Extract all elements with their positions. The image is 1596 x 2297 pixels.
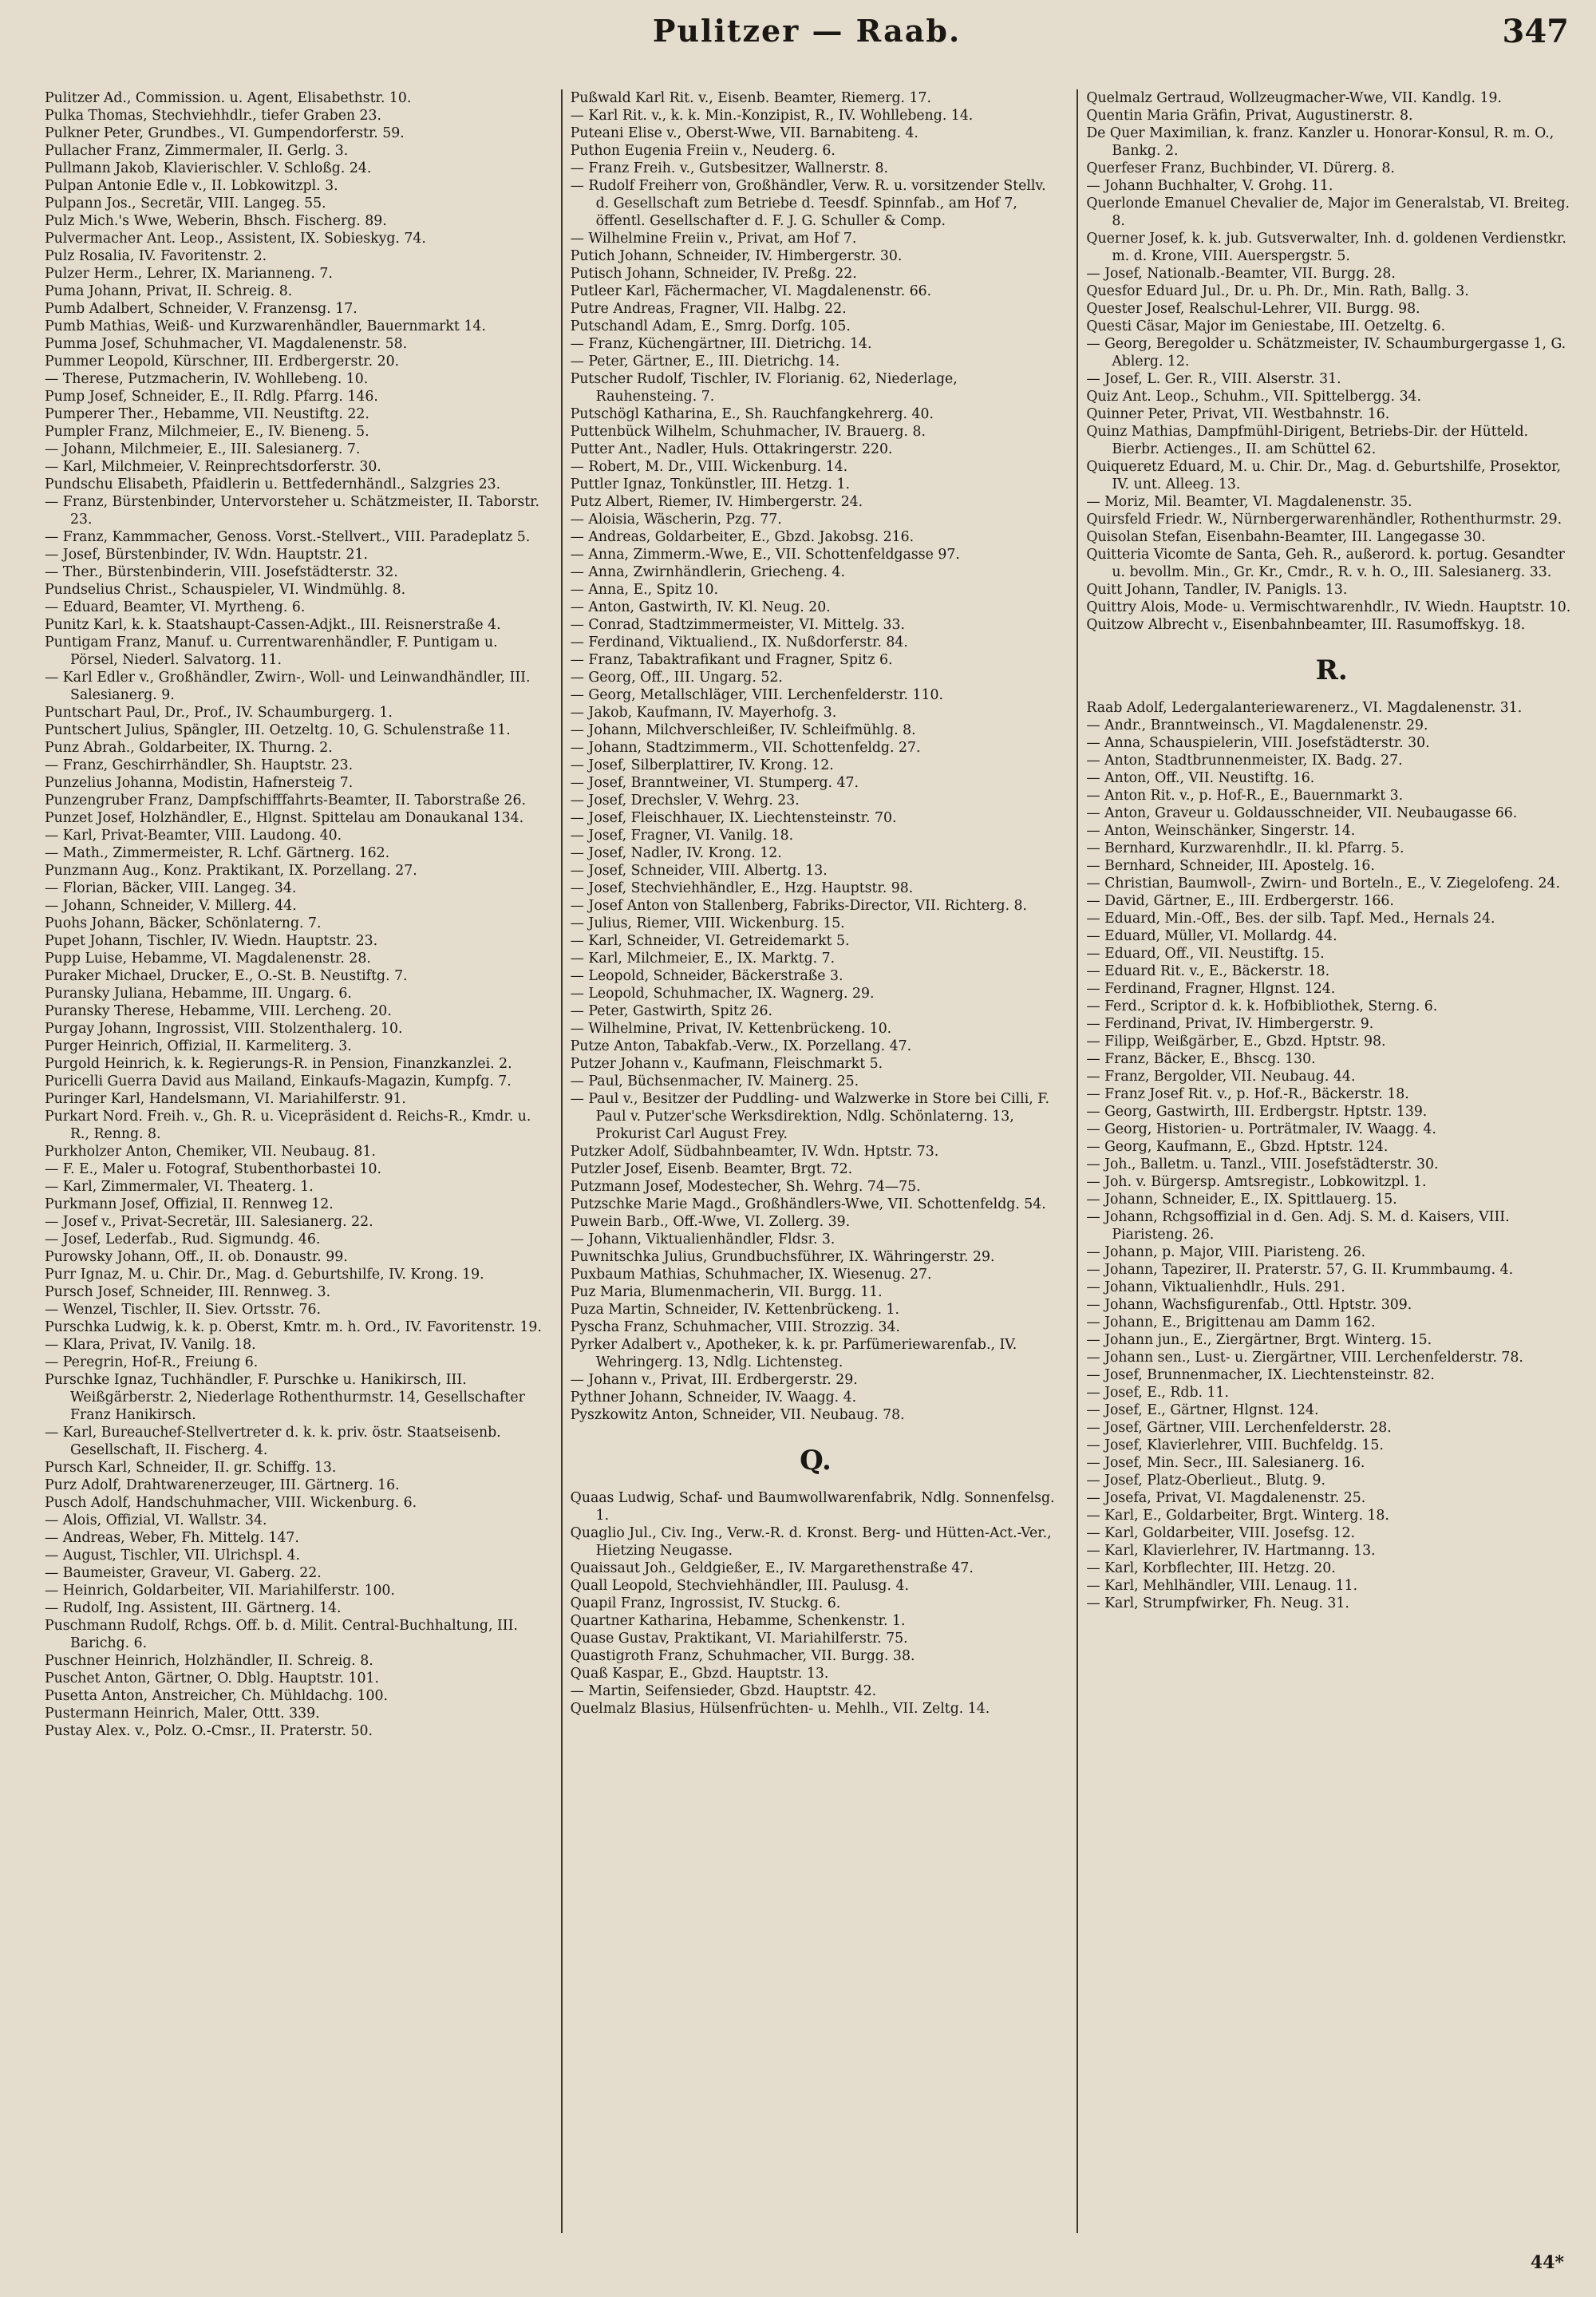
directory-entry: Pundschu Elisabeth, Pfaidlerin u. Bettfedernhändl., Salzgries 23. — [45, 476, 501, 492]
directory-entry: — Eduard, Müller, VI. Mollardg. 44. — [1086, 928, 1337, 944]
directory-entry: — Josef, Schneider, VIII. Albertg. 13. — [570, 863, 828, 879]
directory-entry: — Franz, Bäcker, E., Bhscg. 130. — [1086, 1051, 1316, 1067]
directory-entry: — Eduard, Beamter, VI. Myrtheng. 6. — [45, 599, 306, 615]
directory-entry: — Josef, Silberplattirer, IV. Krong. 12. — [570, 757, 834, 773]
directory-entry: Punz Abrah., Goldarbeiter, IX. Thurng. 2. — [45, 740, 333, 756]
directory-entry: Puz Maria, Blumenmacherin, VII. Burgg. 11. — [570, 1284, 883, 1300]
directory-entry: Pursch Josef, Schneider, III. Rennweg. 3. — [45, 1284, 331, 1300]
directory-entry: — Josef, E., Gärtner, Hlgnst. 124. — [1086, 1402, 1319, 1418]
directory-entry: — Georg, Off., III. Ungarg. 52. — [570, 670, 783, 686]
directory-entry: Pupet Johann, Tischler, IV. Wiedn. Hauptstr. 23. — [45, 933, 378, 949]
directory-entry: Pump Josef, Schneider, E., II. Rdlg. Pfarrg. 146. — [45, 389, 378, 405]
directory-entry: Pumb Mathias, Weiß- und Kurzwarenhändler, Bauernmarkt 14. — [45, 318, 486, 334]
directory-entry: Punzet Josef, Holzhändler, E., Hlgnst. Spittelau am Donaukanal 134. — [45, 810, 524, 826]
directory-entry: — Johann, Schneider, V. Millerg. 44. — [45, 898, 297, 914]
directory-entry: Purz Adolf, Drahtwarenerzeuger, III. Gärtnerg. 16. — [45, 1477, 400, 1493]
directory-entry: Puntigam Franz, Manuf. u. Currentwarenhändler, F. Puntigam u. Pörsel, Niederl. Salvatorg. 11. — [45, 635, 498, 668]
directory-entry: Puxbaum Mathias, Schuhmacher, IX. Wiesenug. 27. — [570, 1267, 932, 1283]
column-middle — [561, 89, 1061, 2233]
directory-entry: — Anton Rit. v., p. Hof-R., E., Bauernmarkt 3. — [1086, 788, 1404, 804]
directory-entry: — Ferd., Scriptor d. k. k. Hofbibliothek, Sterng. 6. — [1086, 998, 1438, 1014]
directory-entry: — Andreas, Goldarbeiter, E., Gbzd. Jakobsg. 216. — [570, 529, 915, 545]
directory-entry: Pulvermacher Ant. Leop., Assistent, IX. Sobieskyg. 74. — [45, 231, 426, 247]
page-header — [45, 8, 1569, 64]
directory-entry: Pyrker Adalbert v., Apotheker, k. k. pr. Parfümeriewarenfab., IV. Wehringerg. 13, Ndlg. Lichtensteg. — [570, 1337, 1017, 1370]
directory-entry: — Anna, Schauspielerin, VIII. Josefstädterstr. 30. — [1086, 735, 1430, 751]
directory-entry: Quentin Maria Gräfin, Privat, Augustinerstr. 8. — [1086, 108, 1413, 124]
directory-entry: — Josefa, Privat, VI. Magdalenenstr. 25. — [1086, 1490, 1366, 1506]
directory-entry: Quinner Peter, Privat, VII. Westbahnstr. 16. — [1086, 406, 1390, 422]
directory-entry: Punzmann Aug., Konz. Praktikant, IX. Porzellang. 27. — [45, 863, 417, 879]
directory-entry: — Franz, Geschirrhändler, Sh. Hauptstr. 23. — [45, 757, 354, 773]
directory-entry: Pumpler Franz, Milchmeier, E., IV. Bieneng. 5. — [45, 424, 369, 440]
directory-entry: — Karl, Korbflechter, III. Hetzg. 20. — [1086, 1560, 1336, 1576]
directory-entry: Quase Gustav, Praktikant, VI. Mariahilferstr. 75. — [570, 1631, 908, 1647]
directory-entry: Quittry Alois, Mode- u. Vermischtwarenhdlr., IV. Wiedn. Hauptstr. 10. — [1086, 599, 1571, 615]
directory-entry: — Joh. v. Bürgersp. Amtsregistr., Lobkowitzpl. 1. — [1086, 1174, 1427, 1190]
directory-entry: — Karl, Privat-Beamter, VIII. Laudong. 40. — [45, 828, 342, 844]
directory-entry: Quapil Franz, Ingrossist, IV. Stuckg. 6. — [570, 1595, 841, 1611]
directory-entry: — Josef, E., Rdb. 11. — [1086, 1385, 1229, 1401]
directory-entry: — Eduard Rit. v., E., Bäckerstr. 18. — [1086, 963, 1330, 979]
directory-entry: Puransky Therese, Hebamme, VIII. Lercheng. 20. — [45, 1003, 392, 1019]
directory-entry: — Josef, Brunnenmacher, IX. Liechtensteinstr. 82. — [1086, 1367, 1435, 1383]
directory-entry: Purkart Nord. Freih. v., Gh. R. u. Vicepräsident d. Reichs-R., Kmdr. u. R., Renng. 8. — [45, 1109, 531, 1142]
directory-entry: Purr Ignaz, M. u. Chir. Dr., Mag. d. Geburtshilfe, IV. Krong. 19. — [45, 1267, 484, 1283]
directory-entry: — Robert, M. Dr., VIII. Wickenburg. 14. — [570, 459, 848, 475]
directory-entry: — August, Tischler, VII. Ulrichspl. 4. — [45, 1548, 300, 1564]
directory-entry: Quester Josef, Realschul-Lehrer, VII. Burgg. 98. — [1086, 301, 1420, 317]
directory-entry: — Filipp, Weißgärber, E., Gbzd. Hptstr. 98. — [1086, 1034, 1386, 1050]
directory-entry: — Leopold, Schneider, Bäckerstraße 3. — [570, 968, 843, 984]
directory-entry: — Karl, Milchmeier, V. Reinprechtsdorferstr. 30. — [45, 459, 381, 475]
directory-entry: Putleer Karl, Fächermacher, VI. Magdalenenstr. 66. — [570, 283, 932, 299]
directory-entry: — Leopold, Schuhmacher, IX. Wagnerg. 29. — [570, 986, 875, 1002]
directory-entry: — Anna, E., Spitz 10. — [570, 582, 719, 598]
directory-entry: — Josef, Branntweiner, VI. Stumperg. 47. — [570, 775, 859, 791]
directory-entry: — Franz, Bürstenbinder, Untervorsteher u. Schätzmeister, II. Taborstr. 23. — [45, 494, 540, 528]
directory-entry: Puschmann Rudolf, Rchgs. Off. b. d. Milit. Central-Buchhaltung, III. Barichg. 6. — [45, 1618, 518, 1651]
directory-entry: — Josef, Klavierlehrer, VIII. Buchfeldg. 15. — [1086, 1437, 1384, 1453]
directory-entry: Purkholzer Anton, Chemiker, VII. Neubaug. 81. — [45, 1144, 376, 1160]
directory-entry: Pulzer Herm., Lehrer, IX. Marianneng. 7. — [45, 266, 333, 282]
directory-entry: — Karl, Mehlhändler, VIII. Lenaug. 11. — [1086, 1578, 1358, 1594]
directory-entry: Pußwald Karl Rit. v., Eisenb. Beamter, Riemerg. 17. — [570, 90, 932, 106]
directory-entry: Puricelli Guerra David aus Mailand, Einkaufs-Magazin, Kumpfg. 7. — [45, 1073, 512, 1089]
directory-entry: Puteani Elise v., Oberst-Wwe, VII. Barnabiteng. 4. — [570, 125, 918, 141]
directory-entry: — Josef, Nationalb.-Beamter, VII. Burgg. 28. — [1086, 266, 1396, 282]
directory-entry: — Johann, Wachsfigurenfab., Ottl. Hptstr. 309. — [1086, 1297, 1412, 1313]
directory-entry: Pumperer Ther., Hebamme, VII. Neustiftg. 22. — [45, 406, 369, 422]
directory-entry: — Eduard, Min.-Off., Bes. der silb. Tapf. Med., Hernals 24. — [1086, 911, 1495, 927]
directory-entry: — Moriz, Mil. Beamter, VI. Magdalenenstr. 35. — [1086, 494, 1412, 510]
section-letter: R. — [1315, 654, 1348, 686]
directory-entry: — F. E., Maler u. Fotograf, Stubenthorbastei 10. — [45, 1161, 381, 1177]
directory-entry: Pustay Alex. v., Polz. O.-Cmsr., II. Praterstr. 50. — [45, 1723, 373, 1739]
column-right — [1077, 89, 1577, 2233]
directory-entry: — Johann, Schneider, E., IX. Spittlauerg. 15. — [1086, 1192, 1397, 1208]
directory-entry: De Quer Maximilian, k. franz. Kanzler u. Honorar-Konsul, R. m. O., Bankg. 2. — [1086, 125, 1555, 159]
directory-entry: — Johann, Stadtzimmerm., VII. Schottenfeldg. 27. — [570, 740, 921, 756]
directory-entry: — Karl, E., Goldarbeiter, Brgt. Winterg. 18. — [1086, 1508, 1389, 1524]
directory-entry: Punzelius Johanna, Modistin, Hafnersteig 7. — [45, 775, 354, 791]
directory-entry: — Jakob, Kaufmann, IV. Mayerhofg. 3. — [570, 705, 837, 721]
directory-entry: — Ther., Bürstenbinderin, VIII. Josefstädterstr. 32. — [45, 564, 398, 580]
directory-entry: — Ferdinand, Privat, IV. Himbergerstr. 9. — [1086, 1016, 1374, 1032]
directory-entry: — Peregrin, Hof-R., Freiung 6. — [45, 1354, 259, 1370]
directory-entry: Pulpann Jos., Secretär, VIII. Langeg. 55. — [45, 196, 326, 212]
directory-entry: — Georg, Historien- u. Porträtmaler, IV. Waagg. 4. — [1086, 1121, 1436, 1137]
directory-entry: Putzer Johann v., Kaufmann, Fleischmarkt 5. — [570, 1056, 883, 1072]
directory-entry: Pulitzer Ad., Commission. u. Agent, Elisabethstr. 10. — [45, 90, 412, 106]
directory-entry: — Karl Edler v., Großhändler, Zwirn-, Woll- und Leinwandhändler, III. Salesianerg. 9. — [45, 670, 531, 703]
directory-entry: — Franz, Tabaktrafikant und Fragner, Spitz 6. — [570, 652, 893, 668]
directory-entry: — Rudolf, Ing. Assistent, III. Gärtnerg. 14. — [45, 1600, 342, 1616]
directory-entry: Putscher Rudolf, Tischler, IV. Florianig. 62, Niederlage, Rauhensteing. 7. — [570, 371, 958, 405]
directory-entry: Pulpan Antonie Edle v., II. Lobkowitzpl. 3. — [45, 178, 338, 194]
directory-entry: Puntschert Julius, Spängler, III. Oetzeltg. 10, G. Schulenstraße 11. — [45, 722, 511, 738]
directory-entry: Purowsky Johann, Off., II. ob. Donaustr. 99. — [45, 1249, 348, 1265]
directory-entry: — Andreas, Weber, Fh. Mittelg. 147. — [45, 1530, 299, 1546]
directory-entry: — Georg, Metallschläger, VIII. Lerchenfelderstr. 110. — [570, 687, 943, 703]
directory-entry: Putschögl Katharina, E., Sh. Rauchfangkehrerg. 40. — [570, 406, 934, 422]
directory-entry: — Conrad, Stadtzimmermeister, VI. Mittelg. 33. — [570, 617, 906, 633]
directory-entry: — Joh., Balletm. u. Tanzl., VIII. Josefstädterstr. 30. — [1086, 1156, 1439, 1172]
directory-entry: — Wilhelmine, Privat, IV. Kettenbrückeng. 10. — [570, 1021, 892, 1037]
directory-entry: Quelmalz Gertraud, Wollzeugmacher-Wwe, VII. Kandlg. 19. — [1086, 90, 1502, 106]
directory-entry: — Josef, Drechsler, V. Wehrg. 23. — [570, 793, 800, 808]
directory-entry: — Anton, Stadtbrunnenmeister, IX. Badg. 27. — [1086, 753, 1403, 769]
directory-entry: Quisolan Stefan, Eisenbahn-Beamter, III. Langegasse 30. — [1086, 529, 1486, 545]
directory-entry: — Georg, Kaufmann, E., Gbzd. Hptstr. 124. — [1086, 1139, 1389, 1155]
directory-entry: Pulz Rosalia, IV. Favoritenstr. 2. — [45, 248, 267, 264]
directory-entry: Quinz Mathias, Dampfmühl-Dirigent, Betriebs-Dir. der Hütteld. Bierbr. Actienges., II. am Schüttel 62. — [1086, 424, 1529, 457]
directory-entry: Punitz Karl, k. k. Staatshaupt-Cassen-Adjkt., III. Reisnerstraße 4. — [45, 617, 501, 633]
directory-entry: — Josef, Nadler, IV. Krong. 12. — [570, 845, 782, 861]
directory-entry: — Julius, Riemer, VIII. Wickenburg. 15. — [570, 915, 845, 931]
directory-entry: — Josef, Platz-Oberlieut., Blutg. 9. — [1086, 1473, 1326, 1489]
directory-entry: — Florian, Bäcker, VIII. Langeg. 34. — [45, 880, 297, 896]
directory-entry: Puma Johann, Privat, II. Schreig. 8. — [45, 283, 293, 299]
directory-entry: Puohs Johann, Bäcker, Schönlaterng. 7. — [45, 915, 322, 931]
directory-entry: Quitt Johann, Tandler, IV. Panigls. 13. — [1086, 582, 1348, 598]
directory-entry: Puttenbück Wilhelm, Schuhmacher, IV. Brauerg. 8. — [570, 424, 926, 440]
directory-entry: Putschandl Adam, E., Smrg. Dorfg. 105. — [570, 318, 851, 334]
directory-entry: — David, Gärtner, E., III. Erdbergerstr. 166. — [1086, 893, 1394, 909]
directory-entry: Quelmalz Blasius, Hülsenfrüchten- u. Mehlh., VII. Zeltg. 14. — [570, 1701, 990, 1717]
directory-entry: — Karl, Klavierlehrer, IV. Hartmanng. 13. — [1086, 1543, 1376, 1559]
directory-entry: Quaas Ludwig, Schaf- und Baumwollwarenfabrik, Ndlg. Sonnenfelsg. 1. — [570, 1490, 1055, 1524]
directory-entry: Pulka Thomas, Stechviehhdlr., tiefer Graben 23. — [45, 108, 382, 124]
directory-entry: Pumb Adalbert, Schneider, V. Franzensg. 17. — [45, 301, 358, 317]
directory-entry: Puransky Juliana, Hebamme, III. Ungarg. 6. — [45, 986, 352, 1002]
directory-entry: Pullacher Franz, Zimmermaler, II. Gerlg. 3. — [45, 143, 349, 159]
directory-entry: — Anton, Weinschänker, Singerstr. 14. — [1086, 823, 1356, 839]
directory-entry: — Franz, Bergolder, VII. Neubaug. 44. — [1086, 1069, 1356, 1085]
directory-entry: Purkmann Josef, Offizial, II. Rennweg 12. — [45, 1196, 334, 1212]
directory-entry: Putzler Josef, Eisenb. Beamter, Brgt. 72. — [570, 1161, 853, 1177]
directory-entry: — Wilhelmine Freiin v., Privat, am Hof 7. — [570, 231, 857, 247]
directory-entry: Putzker Adolf, Südbahnbeamter, IV. Wdn. Hptstr. 73. — [570, 1144, 939, 1160]
directory-entry: Putz Albert, Riemer, IV. Himbergerstr. 24. — [570, 494, 863, 510]
directory-entry: Quaissaut Joh., Geldgießer, E., IV. Margarethenstraße 47. — [570, 1560, 974, 1576]
directory-entry: Puschner Heinrich, Holzhändler, II. Schreig. 8. — [45, 1653, 373, 1669]
directory-entry: — Anton, Graveur u. Goldausschneider, VII. Neubaugasse 66. — [1086, 805, 1518, 821]
directory-entry: Putisch Johann, Schneider, IV. Preßg. 22. — [570, 266, 857, 282]
directory-entry: — Josef Anton von Stallenberg, Fabriks-Director, VII. Richterg. 8. — [570, 898, 1028, 914]
directory-entry: — Josef, Stechviehhändler, E., Hzg. Hauptstr. 98. — [570, 880, 914, 896]
directory-entry: — Johann, Milchverschleißer, IV. Schleifmühlg. 8. — [570, 722, 916, 738]
directory-entry: — Anton, Off., VII. Neustiftg. 16. — [1086, 770, 1315, 786]
directory-entry: — Heinrich, Goldarbeiter, VII. Mariahilferstr. 100. — [45, 1583, 395, 1599]
directory-entry: — Johann, Milchmeier, E., III. Salesianerg. 7. — [45, 441, 361, 457]
directory-entry: — Peter, Gastwirth, Spitz 26. — [570, 1003, 773, 1019]
directory-entry: Querner Josef, k. k. jub. Gutsverwalter, Inh. d. goldenen Verdienstkr. m. d. Krone, VIII. Auerspergstr. 5. — [1086, 231, 1566, 264]
directory-entry: Puza Martin, Schneider, IV. Kettenbrückeng. 1. — [570, 1302, 900, 1318]
directory-entry: Punzengruber Franz, Dampfschifffahrts-Beamter, II. Taborstraße 26. — [45, 793, 526, 808]
section-letter: Q. — [800, 1445, 832, 1477]
directory-entry: — Karl, Goldarbeiter, VIII. Josefsg. 12. — [1086, 1525, 1355, 1541]
directory-entry: — Bernhard, Schneider, III. Apostelg. 16. — [1086, 858, 1375, 874]
directory-entry: Pulkner Peter, Grundbes., VI. Gumpendorferstr. 59. — [45, 125, 405, 141]
signature-mark: 44* — [1530, 2252, 1564, 2273]
directory-entry: Puthon Eugenia Freiin v., Neuderg. 6. — [570, 143, 836, 159]
directory-entry: — Johann sen., Lust- u. Ziergärtner, VIII. Lerchenfelderstr. 78. — [1086, 1350, 1523, 1366]
directory-entry: — Johann, Tapezirer, II. Praterstr. 57, G. II. Krummbaumg. 4. — [1086, 1262, 1514, 1278]
directory-entry: Putzmann Josef, Modestecher, Sh. Wehrg. 74—75. — [570, 1179, 921, 1195]
directory-entry: Pupp Luise, Hebamme, VI. Magdalenenstr. 28. — [45, 951, 371, 967]
directory-entry: — Johann jun., E., Ziergärtner, Brgt. Winterg. 15. — [1086, 1332, 1432, 1348]
directory-entry: — Therese, Putzmacherin, IV. Wohllebeng. 10. — [45, 371, 369, 387]
directory-entry: Quartner Katharina, Hebamme, Schenkenstr. 1. — [570, 1613, 906, 1629]
directory-entry: Quall Leopold, Stechviehhändler, III. Paulusg. 4. — [570, 1578, 909, 1594]
directory-entry: — Johann, E., Brigittenau am Damm 162. — [1086, 1315, 1376, 1330]
directory-entry: — Karl, Strumpfwirker, Fh. Neug. 31. — [1086, 1595, 1349, 1611]
directory-entry: — Christian, Baumwoll-, Zwirn- und Borteln., E., V. Ziegelofeng. 24. — [1086, 876, 1560, 892]
directory-entry: Pusch Adolf, Handschuhmacher, VIII. Wickenburg. 6. — [45, 1495, 417, 1511]
directory-entry: — Josef, Lederfab., Rud. Sigmundg. 46. — [45, 1232, 321, 1247]
directory-entry: Pursch Karl, Schneider, II. gr. Schiffg. 13. — [45, 1460, 337, 1476]
directory-entry: — Anna, Zwirnhändlerin, Griecheng. 4. — [570, 564, 845, 580]
directory-entry: — Eduard, Off., VII. Neustiftg. 15. — [1086, 946, 1325, 962]
directory-entry: — Ferdinand, Viktualiend., IX. Nußdorferstr. 84. — [570, 635, 908, 650]
directory-entry: — Josef, Gärtner, VIII. Lerchenfelderstr. 28. — [1086, 1420, 1392, 1436]
directory-entry: — Alois, Offizial, VI. Wallstr. 34. — [45, 1512, 267, 1528]
directory-entry: — Johann Buchhalter, V. Grohg. 11. — [1086, 178, 1333, 194]
directory-entry: Quaglio Jul., Civ. Ing., Verw.-R. d. Kronst. Berg- und Hütten-Act.-Ver., Hietzing Neugasse. — [570, 1525, 1052, 1559]
directory-entry: Purschka Ludwig, k. k. p. Oberst, Kmtr. m. h. Ord., IV. Favoritenstr. 19. — [45, 1319, 542, 1335]
directory-entry: — Johann, p. Major, VIII. Piaristeng. 26. — [1086, 1244, 1366, 1260]
directory-entry: Quirsfeld Friedr. W., Nürnbergerwarenhändler, Rothenthurmstr. 29. — [1086, 512, 1562, 528]
directory-entry: — Johann, Viktualienhdlr., Huls. 291. — [1086, 1279, 1345, 1295]
directory-entry: Quitteria Vicomte de Santa, Geh. R., außerord. k. portug. Gesandter u. bevollm. Min., Gr. Kr., Cmdr., R. v. h. O., III. Salesianerg. 33. — [1086, 547, 1565, 580]
directory-entry: Questi Cäsar, Major im Geniestabe, III. Oetzeltg. 6. — [1086, 318, 1446, 334]
directory-entry: — Karl, Bureauchef-Stellvertreter d. k. k. priv. östr. Staatseisenb. Gesellschaft, II. Fischerg. 4. — [45, 1425, 501, 1458]
directory-entry: Purger Heinrich, Offizial, II. Karmeliterg. 3. — [45, 1038, 352, 1054]
directory-entry: Putter Ant., Nadler, Huls. Ottakringerstr. 220. — [570, 441, 893, 457]
directory-entry: Quitzow Albrecht v., Eisenbahnbeamter, III. Rasumoffskyg. 18. — [1086, 617, 1526, 633]
directory-entry: — Franz, Kammmacher, Genoss. Vorst.-Stellvert., VIII. Paradeplatz 5. — [45, 529, 531, 545]
directory-entry: — Paul, Büchsenmacher, IV. Mainerg. 25. — [570, 1073, 859, 1089]
directory-entry: — Math., Zimmermeister, R. Lchf. Gärtnerg. 162. — [45, 845, 390, 861]
directory-entry: — Johann v., Privat, III. Erdbergerstr. 29. — [570, 1372, 858, 1388]
directory-entry: Putze Anton, Tabakfab.-Verw., IX. Porzellang. 47. — [570, 1038, 912, 1054]
page-number: 347 — [1502, 13, 1569, 50]
directory-entry: Quiz Ant. Leop., Schuhm., VII. Spittelbergg. 34. — [1086, 389, 1422, 405]
directory-entry: Puwein Barb., Off.-Wwe, VI. Zollerg. 39. — [570, 1214, 851, 1230]
directory-entry: — Karl Rit. v., k. k. Min.-Konzipist, R., IV. Wohllebeng. 14. — [570, 108, 974, 124]
directory-entry: — Peter, Gärtner, E., III. Dietrichg. 14. — [570, 354, 840, 370]
directory-entry: Puwnitschka Julius, Grundbuchsführer, IX. Währingerstr. 29. — [570, 1249, 995, 1265]
directory-entry: — Franz Freih. v., Gutsbesitzer, Wallnerstr. 8. — [570, 160, 888, 176]
directory-entry: Purgay Johann, Ingrossist, VIII. Stolzenthalerg. 10. — [45, 1021, 403, 1037]
directory-entry: Pustermann Heinrich, Maler, Ottt. 339. — [45, 1706, 320, 1722]
directory-entry: Pullmann Jakob, Klavierischler. V. Schloßg. 24. — [45, 160, 372, 176]
directory-entry: — Georg, Gastwirth, III. Erdbergstr. Hptstr. 139. — [1086, 1104, 1428, 1120]
directory-entry: — Rudolf Freiherr von, Großhändler, Verw. R. u. vorsitzender Stellv. d. Gesellschaft zum Betriebe d. Teesdf. Spinnfab., am Hof 7, öffentl. Gesellschafter d. F. J. G. Schuller & Comp. — [570, 178, 1046, 229]
directory-entry: — Josef v., Privat-Secretär, III. Salesianerg. 22. — [45, 1214, 373, 1230]
directory-entry: Pyszkowitz Anton, Schneider, VII. Neubaug. 78. — [570, 1407, 905, 1423]
directory-entry: Quiqueretz Eduard, M. u. Chir. Dr., Mag. d. Geburtshilfe, Prosektor, IV. unt. Alleeg. 13. — [1086, 459, 1561, 492]
directory-entry: — Josef, Fragner, VI. Vanilg. 18. — [570, 828, 794, 844]
directory-entry: Purgold Heinrich, k. k. Regierungs-R. in Pension, Finanzkanzlei. 2. — [45, 1056, 512, 1072]
directory-entry: — Wenzel, Tischler, II. Siev. Ortsstr. 76. — [45, 1302, 321, 1318]
directory-entry: — Johann, Rchgsoffizial in d. Gen. Adj. S. M. d. Kaisers, VIII. Piaristeng. 26. — [1086, 1209, 1510, 1243]
directory-entry: — Aloisia, Wäscherin, Pzg. 77. — [570, 512, 782, 528]
directory-entry: — Paul v., Besitzer der Puddling- und Walzwerke in Store bei Cilli, F. Paul v. Putzer'sche Werksdirektion, Ndlg. Schönlaterng. 13, Prokurist Carl August Frey. — [570, 1091, 1049, 1142]
directory-entry: Purschke Ignaz, Tuchhändler, F. Purschke u. Hanikirsch, III. Weißgärberstr. 2, Niederlage Rothenthurmstr. 14, Gesellschafter Franz Hanikirsch. — [45, 1372, 525, 1423]
directory-entry: Querfeser Franz, Buchbinder, VI. Dürerg. 8. — [1086, 160, 1395, 176]
directory-entry: Pummer Leopold, Kürschner, III. Erdbergerstr. 20. — [45, 354, 400, 370]
directory-entry: — Franz, Küchengärtner, III. Dietrichg. 14. — [570, 336, 872, 352]
directory-entry: — Josef, Fleischhauer, IX. Liechtensteinstr. 70. — [570, 810, 897, 826]
directory-entry: — Karl, Zimmermaler, VI. Theaterg. 1. — [45, 1179, 314, 1195]
directory-entry: — Josef, Bürstenbinder, IV. Wdn. Hauptstr. 21. — [45, 547, 368, 563]
directory-entry: Puraker Michael, Drucker, E., O.-St. B. Neustiftg. 7. — [45, 968, 408, 984]
directory-entry: Pusetta Anton, Anstreicher, Ch. Mühldachg. 100. — [45, 1688, 388, 1704]
directory-entry: Puschet Anton, Gärtner, O. Dblg. Hauptstr. 101. — [45, 1670, 379, 1686]
directory-entry: — Klara, Privat, IV. Vanilg. 18. — [45, 1337, 256, 1353]
directory-entry: — Baumeister, Graveur, VI. Gaberg. 22. — [45, 1565, 322, 1581]
column-left — [45, 89, 545, 2233]
directory-entry: Pythner Johann, Schneider, IV. Waagg. 4. — [570, 1390, 857, 1405]
directory-entry: Puringer Karl, Handelsmann, VI. Mariahilferstr. 91. — [45, 1091, 406, 1107]
directory-entry: Raab Adolf, Ledergalanteriewarenerz., VI. Magdalenenstr. 31. — [1086, 700, 1523, 716]
directory-entry: Quastigroth Franz, Schuhmacher, VII. Burgg. 38. — [570, 1648, 915, 1664]
directory-columns — [45, 89, 1577, 2233]
directory-entry: — Josef, Min. Secr., III. Salesianerg. 16. — [1086, 1455, 1365, 1471]
running-title: Pulitzer — Raab. — [652, 13, 962, 49]
directory-entry: — Anna, Zimmerm.-Wwe, E., VII. Schottenfeldgasse 97. — [570, 547, 960, 563]
directory-entry: Pundselius Christ., Schauspieler, VI. Windmühlg. 8. — [45, 582, 406, 598]
directory-entry: Querlonde Emanuel Chevalier de, Major im Generalstab, VI. Breiteg. 8. — [1086, 196, 1570, 229]
directory-entry: Pyscha Franz, Schuhmacher, VIII. Strozzig. 34. — [570, 1319, 900, 1335]
directory-entry: — Bernhard, Kurzwarenhdlr., II. kl. Pfarrg. 5. — [1086, 840, 1404, 856]
directory-entry: Pulz Mich.'s Wwe, Weberin, Bhsch. Fischerg. 89. — [45, 213, 387, 229]
directory-entry: — Karl, Schneider, VI. Getreidemarkt 5. — [570, 933, 850, 949]
directory-entry: Putzschke Marie Magd., Großhändlers-Wwe, VII. Schottenfeldg. 54. — [570, 1196, 1046, 1212]
directory-entry: — Andr., Branntweinsch., VI. Magdalenenstr. 29. — [1086, 718, 1428, 733]
directory-entry: — Ferdinand, Fragner, Hlgnst. 124. — [1086, 981, 1336, 997]
directory-entry: — Anton, Gastwirth, IV. Kl. Neug. 20. — [570, 599, 831, 615]
directory-entry: Puntschart Paul, Dr., Prof., IV. Schaumburgerg. 1. — [45, 705, 393, 721]
directory-entry: — Martin, Seifensieder, Gbzd. Hauptstr. 42. — [570, 1683, 877, 1699]
directory-entry: Quesfor Eduard Jul., Dr. u. Ph. Dr., Min. Rath, Ballg. 3. — [1086, 283, 1469, 299]
directory-entry: Putich Johann, Schneider, IV. Himbergerstr. 30. — [570, 248, 903, 264]
directory-entry: — Karl, Milchmeier, E., IX. Marktg. 7. — [570, 951, 836, 967]
directory-entry: Pumma Josef, Schuhmacher, VI. Magdalenenstr. 58. — [45, 336, 408, 352]
directory-entry: — Josef, L. Ger. R., VIII. Alserstr. 31. — [1086, 371, 1341, 387]
directory-entry: — Franz Josef Rit. v., p. Hof.-R., Bäckerstr. 18. — [1086, 1086, 1409, 1102]
directory-entry: — Johann, Viktualienhändler, Fldsr. 3. — [570, 1232, 836, 1247]
directory-entry: Quaß Kaspar, E., Gbzd. Hauptstr. 13. — [570, 1666, 829, 1682]
directory-entry: Putre Andreas, Fragner, VII. Halbg. 22. — [570, 301, 847, 317]
directory-entry: Puttler Ignaz, Tonkünstler, III. Hetzg. 1. — [570, 476, 850, 492]
directory-entry: — Georg, Beregolder u. Schätzmeister, IV. Schaumburgergasse 1, G. Ablerg. 12. — [1086, 336, 1566, 370]
